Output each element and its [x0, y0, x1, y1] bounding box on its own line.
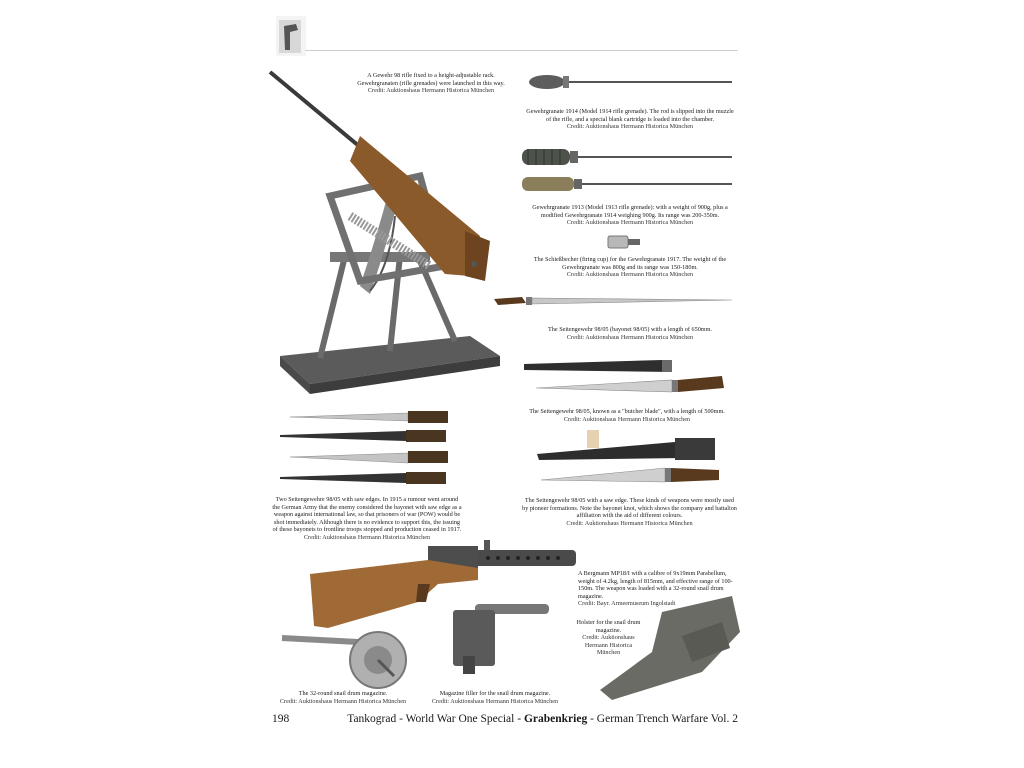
footer-sep2: - — [587, 713, 597, 725]
caption-bayonet650 — [525, 326, 735, 341]
caption-g1914-credit: Credit: Auktionshaus Hermann Historica München — [566, 123, 694, 131]
bayonet-650-photo — [492, 293, 732, 309]
caption-g1913-text: Gewehrgranate 1913 (Model 1913 rifle grenade): with a weight of 900g, plus a modified Gewehrgranate 1914 weighing 900g. Its range was 200-350m. — [532, 204, 728, 219]
caption-butcher-credit: Credit: Auktionshaus Hermann Historica München — [563, 415, 691, 423]
caption-bayonet650-credit: Credit: Auktionshaus Hermann Historica München — [566, 333, 694, 341]
footer-subtitle: German Trench Warfare Vol. 2 — [596, 713, 738, 725]
caption-filler — [425, 690, 565, 705]
header-thumbnail-icon — [276, 16, 306, 56]
caption-butcher — [512, 408, 742, 423]
page-number: 198 — [272, 713, 290, 725]
magazine-filler-photo — [445, 600, 555, 678]
caption-holster-credit: Credit: Auktionshaus Hermann Historica München — [582, 634, 635, 657]
caption-pioneer-text: The Seitengewehr 98/05 with a saw edge. These kinds of weapons were mostly used by pioneer formations. Note the bayonet knot, which shows the company and battalion affiliation with the aid of different colours. — [522, 497, 737, 520]
caption-mp18-credit: Credit: Bayr. Armeemuseum Ingolstadt — [578, 600, 676, 608]
caption-g1913 — [525, 204, 735, 227]
caption-rack-credit: Credit: Auktionshaus Hermann Historica München — [367, 87, 495, 95]
caption-rack-text: A Gewehr 98 rifle fixed to a height-adjustable rack. Gewehrgranaten (rifle grenades) were launched in this way. — [357, 72, 505, 87]
butcher-blade-photo — [522, 358, 727, 398]
caption-sawedges-credit: Credit: Auktionshaus Hermann Historica München — [303, 533, 431, 541]
caption-drum-credit: Credit: Auktionshaus Hermann Historica München — [279, 697, 407, 705]
footer-sep1: - — [514, 713, 524, 725]
caption-cup-text: The Schießbecher (firing cup) for the Gewehrgranate 1917. The weight of the Gewehrgranate was 800g and its range was 150-180m. — [533, 256, 727, 271]
caption-drum — [268, 690, 418, 705]
caption-filler-text: Magazine filler for the snail drum magazine. — [439, 690, 551, 697]
footer-title: Grabenkrieg — [523, 713, 588, 725]
caption-sawedges — [272, 496, 462, 542]
rifle-rack-photo — [270, 66, 505, 396]
caption-cup-credit: Credit: Auktionshaus Hermann Historica München — [566, 271, 694, 279]
caption-pioneer-credit: Credit: Auktionshaus Hermann Historica München — [566, 519, 693, 527]
rifle-grenade-1914-photo — [527, 72, 732, 92]
firing-cup-photo — [604, 232, 644, 252]
caption-rack — [356, 72, 506, 95]
caption-holster-text: Holster for the snail drum magazine. — [576, 619, 641, 634]
caption-g1914 — [525, 108, 735, 131]
caption-cup — [525, 256, 735, 279]
caption-sawedges-text: Two Seitengewehre 98/05 with saw edges. In 1915 a rumour went around the German Army that the enemy considered the bayonet with saw edge as a weapon against international law, so that prisoners of war (POW) would be shot immediately. Although there is no evidence to support this, the issuing of these bayonets to frontline troops stopped and production ceased in 1917. — [272, 496, 462, 534]
caption-holster — [576, 619, 641, 657]
pioneer-bayonet-photo — [535, 428, 725, 490]
running-footer — [347, 713, 738, 725]
saw-edge-bayonets-photo — [278, 405, 448, 487]
caption-bayonet650-text: The Seitengewehr 98/05 (bayonet 98/05) with a length of 650mm. — [548, 326, 712, 333]
header-rule — [305, 50, 738, 51]
caption-mp18-text: A Bergmann MP18/I with a calibre of 9x19mm Parabellum, weight of 4.2kg, length of 815mm, and effective range of 100-150m. The weapon was loaded with a 32-round snail drum magazine. — [578, 570, 733, 600]
caption-g1913-credit: Credit: Auktionshaus Hermann Historica München — [566, 219, 694, 227]
caption-filler-credit: Credit: Auktionshaus Hermann Historica München — [431, 697, 559, 705]
rifle-grenade-1913-photo — [522, 146, 732, 196]
caption-g1914-text: Gewehrgranate 1914 (Model 1914 rifle grenade). The rod is slipped into the muzzle of the rifle, and a special blank cartridge is loaded into the chamber. — [526, 108, 734, 123]
caption-drum-text: The 32-round snail drum magazine. — [298, 690, 388, 697]
snail-drum-photo — [278, 628, 408, 690]
caption-butcher-text: The Seitengewehr 98/05, known as a "butcher blade", with a length of 500mm. — [529, 408, 725, 415]
footer-series: Tankograd - World War One Special — [347, 713, 515, 725]
caption-pioneer — [522, 497, 737, 527]
